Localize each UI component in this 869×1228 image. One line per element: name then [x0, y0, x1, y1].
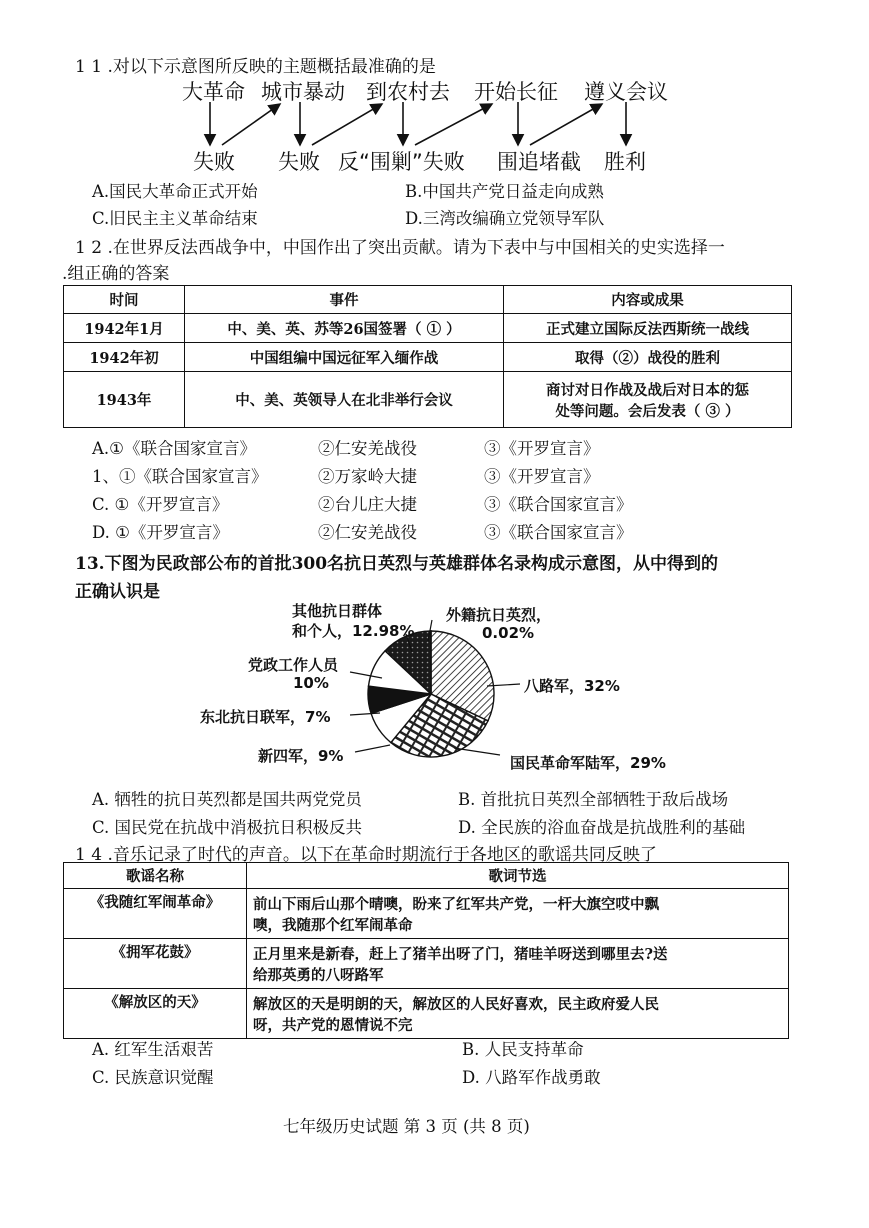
q12-stem-line1: 1 2 .在世界反法西战争中，中国作出了突出贡献。请为下表中与中国相关的史实选择一: [75, 238, 725, 258]
q12-option-a-1: A.①《联合国家宣言》: [92, 439, 256, 458]
q14-header-lyrics: 歌词节选: [247, 863, 789, 889]
q13-option-d: D. 全民族的浴血奋战是抗战胜利的基础: [458, 818, 746, 837]
q14-option-a: A. 红军生活艰苦: [92, 1040, 214, 1059]
page-footer: 七年级历史试题 第 3 页 (共 8 页): [283, 1117, 530, 1136]
pie-label-xinsijun: 新四军，9%: [258, 747, 344, 765]
cell-line-1: 解放区的天是明朗的天，解放区的人民好喜欢，民主政府爱人民: [253, 995, 659, 1013]
pie-label-others-line1: 其他抗日群体: [292, 602, 383, 620]
table-row: [64, 989, 789, 1039]
q12-option-a-2: ②仁安羌战役: [318, 439, 417, 458]
q12-option-c-3: ③《联合国家宣言》: [484, 495, 633, 514]
table-cell: 1943年: [64, 372, 185, 428]
table-cell: 正式建立国际反法西斯统一战线: [504, 314, 792, 343]
pie-label-balujun: 八路军，32%: [524, 677, 620, 695]
table-cell: [247, 989, 789, 1039]
q13-option-c: C. 国民党在抗战中消极抗日积极反共: [92, 818, 363, 837]
q12-header-event: 事件: [185, 286, 504, 314]
cell-line-1: 商讨对日作战及战后对日本的惩: [546, 381, 749, 399]
pie-label-party: 党政工作人员: [248, 656, 339, 674]
table-cell: 《我随红军闹革命》: [64, 889, 247, 939]
flow-bottom-2: 失败: [278, 150, 320, 174]
table-cell: 中、美、英、苏等26国签署（ ① ）: [185, 314, 504, 343]
q14-option-d: D. 八路军作战勇敢: [462, 1068, 601, 1087]
flow-bottom-5: 胜利: [604, 150, 646, 174]
q14-header-name: 歌谣名称: [64, 863, 247, 889]
table-cell: 中国组编中国远征军入缅作战: [185, 343, 504, 372]
q14-option-b: B. 人民支持革命: [462, 1040, 584, 1059]
pie-label-foreign-line2: 0.02%: [482, 624, 535, 642]
q14-stem: 1 4 .音乐记录了时代的声音。以下在革命时期流行于各地区的歌谣共同反映了: [75, 845, 657, 865]
cell-line-1: 正月里来是新春，赶上了猪羊出呀了门，猪哇羊呀送到哪里去?送: [253, 945, 668, 963]
q11-stem: 1 1 .对以下示意图所反映的主题概括最准确的是: [75, 57, 436, 77]
table-cell: [247, 889, 789, 939]
flow-top-1: 大革命: [182, 80, 245, 104]
q12-option-c-1: C. ①《开罗宣言》: [92, 495, 229, 514]
flow-top-3: 到农村去: [366, 80, 450, 104]
flow-top-2: 城市暴动: [261, 80, 345, 104]
q11-option-c: C.旧民主主义革命结束: [92, 209, 258, 228]
cell-line-2: 给那英勇的八呀路军: [253, 966, 384, 984]
pie-label-party-value: 10%: [293, 674, 329, 692]
q12-option-b-1: 1、①《联合国家宣言》: [92, 467, 268, 486]
q11-option-b: B.中国共产党日益走向成熟: [405, 182, 604, 201]
cell-line-2: 噢，我随那个红军闹革命: [253, 916, 413, 934]
q12-header-result: 内容或成果: [504, 286, 792, 314]
table-cell: 取得（②）战役的胜利: [504, 343, 792, 372]
table-row: [64, 939, 789, 989]
q12-header-time: 时间: [64, 286, 185, 314]
table-cell: 中、美、英领导人在北非举行会议: [185, 372, 504, 428]
q14-option-c: C. 民族意识觉醒: [92, 1068, 214, 1087]
q13-option-a: A. 牺牲的抗日英烈都是国共两党党员: [92, 790, 362, 809]
q12-stem-line2: .组正确的答案: [62, 264, 170, 284]
flow-top-4: 开始长征: [474, 80, 558, 104]
q12-option-d-1: D. ①《开罗宣言》: [92, 523, 229, 542]
q13-stem-line1: 13.下图为民政部公布的首批300名抗日英烈与英雄群体名录构成示意图，从中得到的: [75, 554, 719, 574]
q13-option-b: B. 首批抗日英烈全部牺牲于敌后战场: [458, 790, 729, 809]
flow-bottom-3: 反“围剿”失败: [338, 150, 465, 174]
flow-top-5: 遵义会议: [584, 80, 668, 104]
cell-line-2: 呀，共产党的恩情说不完: [253, 1016, 413, 1034]
table-row: [64, 889, 789, 939]
cell-line-1: 前山下雨后山那个晴噢，盼来了红军共产党，一杆大旗空哎中飘: [253, 895, 659, 913]
q12-option-c-2: ②台儿庄大捷: [318, 495, 417, 514]
flow-bottom-4: 围追堵截: [497, 150, 581, 174]
table-cell: 《解放区的天》: [64, 989, 247, 1039]
pie-label-dongbei: 东北抗日联军，7%: [200, 708, 331, 726]
q12-option-d-2: ②仁安羌战役: [318, 523, 417, 542]
table-cell: 1942年初: [64, 343, 185, 372]
pie-label-others-line2: 和个人，12.98%: [292, 622, 415, 640]
q13-stem-line2: 正确认识是: [75, 582, 160, 602]
q12-option-b-3: ③《开罗宣言》: [484, 467, 600, 486]
q14-table: [63, 862, 789, 1039]
q12-option-d-3: ③《联合国家宣言》: [484, 523, 633, 542]
flow-bottom-1: 失败: [193, 150, 235, 174]
pie-label-guomin: 国民革命军陆军，29%: [510, 754, 666, 772]
q12-option-a-3: ③《开罗宣言》: [484, 439, 600, 458]
pie-label-foreign-line1: 外籍抗日英烈，: [446, 606, 552, 624]
table-cell: 《拥军花鼓》: [64, 939, 247, 989]
q12-option-b-2: ②万家岭大捷: [318, 467, 417, 486]
q11-option-a: A.国民大革命正式开始: [92, 182, 258, 201]
table-cell: 1942年1月: [64, 314, 185, 343]
q11-option-d: D.三湾改编确立党领导军队: [405, 209, 605, 228]
table-cell: [247, 939, 789, 989]
cell-line-2: 处等问题。会后发表（ ③ ）: [555, 402, 740, 420]
